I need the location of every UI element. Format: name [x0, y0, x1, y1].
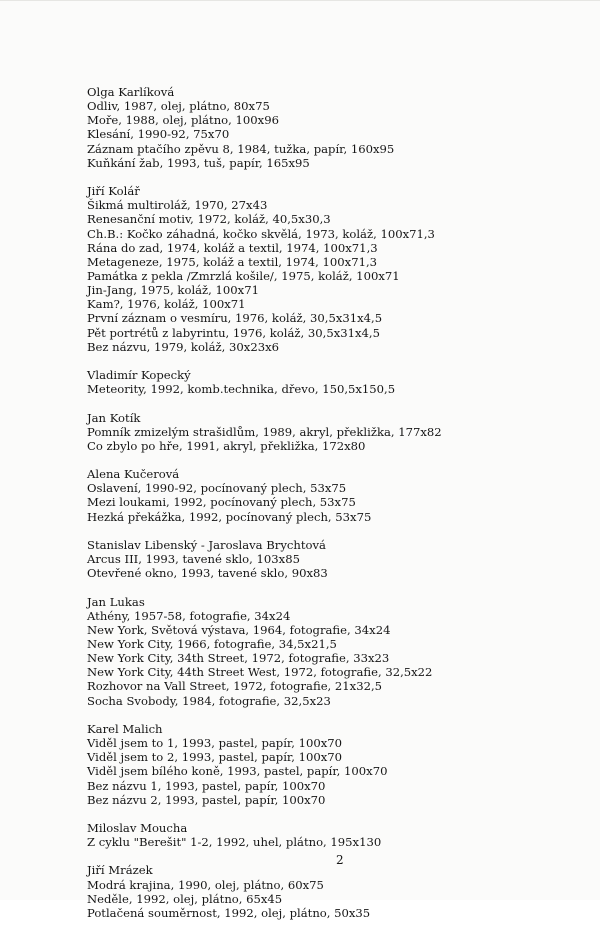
artwork-line: Oslavení, 1990-92, pocínovaný plech, 53x75 — [87, 481, 347, 496]
artist-name: Jan Lukas — [87, 594, 145, 609]
artist-name: Jiří Mrázek — [87, 863, 153, 878]
artwork-line: Athény, 1957-58, fotografie, 34x24 — [87, 608, 291, 623]
artwork-line: Neděle, 1992, olej, plátno, 65x45 — [87, 891, 283, 906]
artwork-line: Mezi loukami, 1992, pocínovaný plech, 53x75 — [87, 495, 356, 510]
artwork-line: Kuňkání žab, 1993, tuš, papír, 165x95 — [87, 155, 310, 170]
artist-entry — [87, 85, 592, 170]
artwork-line: Pět portrétů z labyrintu, 1976, koláž, 30,5x31x4,5 — [87, 325, 380, 340]
artwork-line: Šikmá multiroláž, 1970, 27x43 — [87, 198, 268, 213]
artwork-line: New York City, 44th Street West, 1972, fotografie, 32,5x22 — [87, 665, 433, 680]
page-number: 2 — [336, 853, 344, 867]
artwork-line: Viděl jsem bílého koně, 1993, pastel, papír, 100x70 — [87, 764, 388, 779]
artwork-line: První záznam o vesmíru, 1976, koláž, 30,5x31x4,5 — [87, 311, 383, 326]
artwork-line: Pomník zmizelým strašidlům, 1989, akryl, překližka, 177x82 — [87, 424, 442, 439]
artist-entry — [87, 184, 592, 354]
artwork-line: Bez názvu, 1979, koláž, 30x23x6 — [87, 339, 279, 354]
artwork-line: Bez názvu 1, 1993, pastel, papír, 100x70 — [87, 778, 326, 793]
artwork-line: New York City, 34th Street, 1972, fotografie, 33x23 — [87, 651, 390, 666]
artist-entry — [87, 411, 592, 453]
artwork-line: Socha Svobody, 1984, fotografie, 32,5x23 — [87, 693, 331, 708]
artist-name: Jiří Kolář — [87, 184, 140, 199]
artwork-line: Klesání, 1990-92, 75x70 — [87, 127, 230, 142]
artist-name: Alena Kučerová — [87, 467, 180, 482]
artwork-line: Metageneze, 1975, koláž a textil, 1974, 100x71,3 — [87, 254, 378, 269]
artwork-line: Bez názvu 2, 1993, pastel, papír, 100x70 — [87, 792, 326, 807]
artist-name: Jan Kotík — [87, 410, 141, 425]
artwork-line: Z cyklu "Berešit" 1-2, 1992, uhel, plátno, 195x130 — [87, 835, 382, 850]
artwork-line: Jin-Jang, 1975, koláž, 100x71 — [87, 283, 259, 298]
artwork-line: New York City, 1966, fotografie, 34,5x21,5 — [87, 637, 337, 651]
artist-entry — [87, 467, 592, 524]
artist-entry — [87, 595, 592, 708]
artwork-line: Hezká překážka, 1992, pocínovaný plech, 53x75 — [87, 509, 372, 524]
artist-name: Stanislav Libenský - Jaroslava Brychtová — [87, 537, 326, 552]
artist-name: Vladimír Kopecký — [87, 368, 191, 383]
artist-entry — [87, 821, 592, 849]
artwork-line: Kam?, 1976, koláž, 100x71 — [87, 297, 246, 312]
artwork-line: Odliv, 1987, olej, plátno, 80x75 — [87, 99, 270, 114]
artist-entry — [87, 368, 592, 396]
artwork-line: New York, Světová výstava, 1964, fotografie, 34x24 — [87, 622, 391, 637]
artwork-line: Arcus III, 1993, tavené sklo, 103x85 — [87, 552, 300, 567]
artwork-line: Co zbylo po hře, 1991, akryl, překližka, 172x80 — [87, 438, 366, 453]
artwork-line: Viděl jsem to 2, 1993, pastel, papír, 100x70 — [87, 750, 342, 765]
artwork-line: Renesanční motiv, 1972, koláž, 40,5x30,3 — [87, 212, 331, 227]
artwork-line: Modrá krajina, 1990, olej, plátno, 60x75 — [87, 877, 324, 892]
artwork-line: Rána do zad, 1974, koláž a textil, 1974, 100x71,3 — [87, 240, 378, 255]
artwork-line: Ch.B.: Kočko záhadná, kočko skvělá, 1973, koláž, 100x71,3 — [87, 226, 435, 241]
artist-entry — [87, 863, 592, 920]
artwork-line: Viděl jsem to 1, 1993, pastel, papír, 100x70 — [87, 736, 342, 751]
artwork-line: Památka z pekla /Zmrzlá košile/, 1975, koláž, 100x71 — [87, 269, 400, 284]
artwork-line: Moře, 1988, olej, plátno, 100x96 — [87, 113, 279, 128]
artwork-line: Potlačená souměrnost, 1992, olej, plátno, 50x35 — [87, 905, 371, 920]
artwork-line: Rozhovor na Vall Street, 1972, fotografie, 21x32,5 — [87, 679, 383, 694]
artist-name: Olga Karlíková — [87, 85, 175, 99]
artist-name: Miloslav Moucha — [87, 821, 188, 835]
artwork-line: Otevřené okno, 1993, tavené sklo, 90x83 — [87, 566, 328, 581]
artwork-line: Záznam ptačího zpěvu 8, 1984, tužka, papír, 160x95 — [87, 141, 395, 156]
artwork-line: Meteority, 1992, komb.technika, dřevo, 150,5x150,5 — [87, 382, 396, 397]
artist-entry — [87, 538, 592, 580]
artist-list — [87, 85, 592, 934]
artist-name: Karel Malich — [87, 721, 163, 736]
artist-entry — [87, 722, 592, 807]
